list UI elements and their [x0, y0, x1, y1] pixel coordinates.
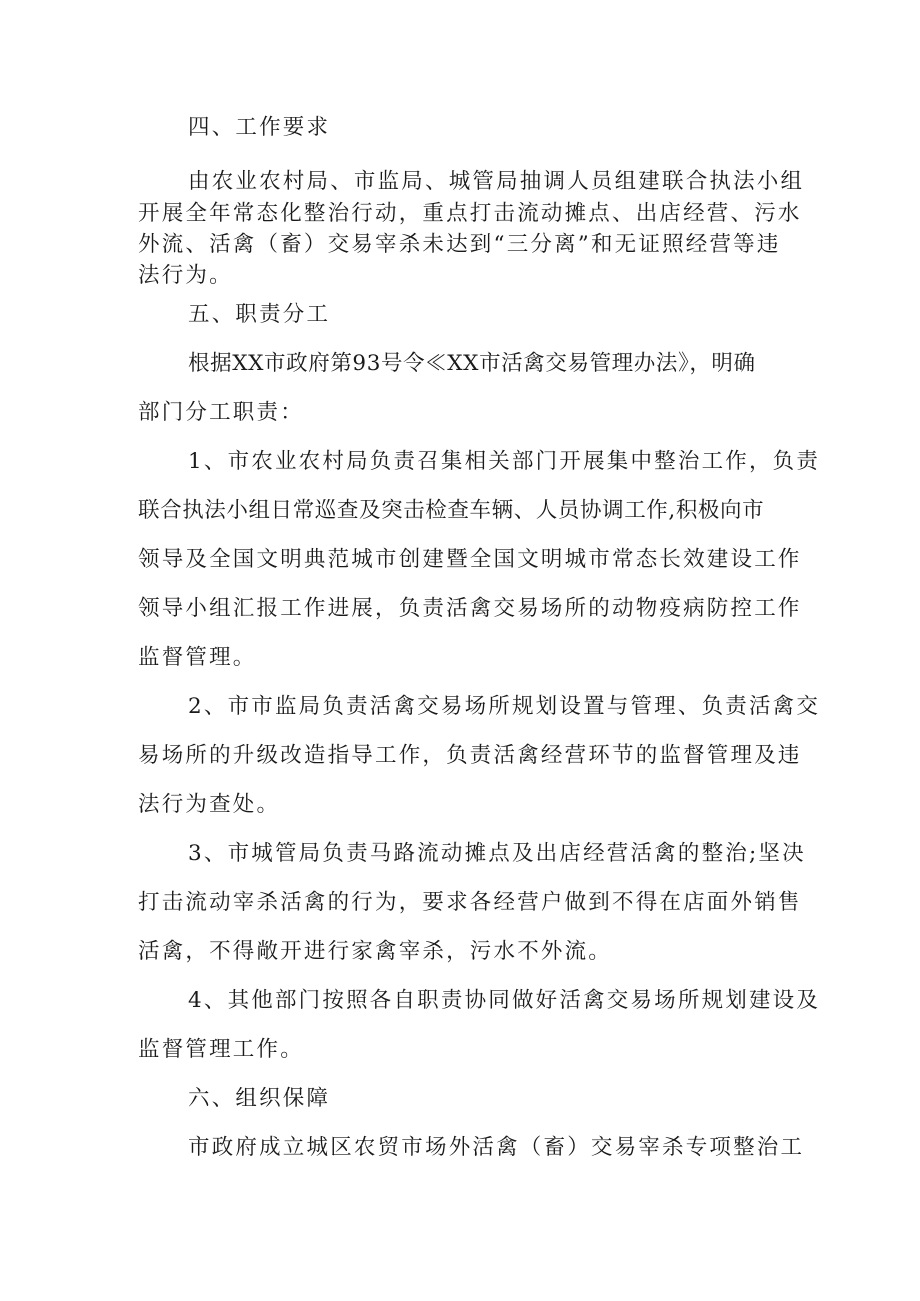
paragraph-line: 开展全年常态化整治行动，重点打击流动摊点、出店经营、污水 [138, 201, 802, 226]
paragraph-line: 领导小组汇报工作进展，负责活禽交易场所的动物疫病防控工作 [138, 596, 802, 621]
paragraph-line: 法行为。 [138, 263, 233, 288]
paragraph-line: 4、其他部门按照各自职责协同做好活禽交易场所规划建设及 [188, 988, 821, 1013]
paragraph-line: 部门分工职责： [138, 400, 304, 425]
paragraph-line: 打击流动宰杀活禽的行为，要求各经营户做到不得在店面外销售 [138, 890, 802, 915]
paragraph-line: 2、市市监局负责活禽交易场所规划设置与管理、负责活禽交 [188, 694, 821, 719]
paragraph-line: 1、市农业农村局负责召集相关部门开展集中整治工作，负责 [188, 449, 821, 474]
heading-work-requirements: 四、工作要求 [188, 115, 331, 140]
paragraph-line: 易场所的升级改造指导工作，负责活禽经营环节的监督管理及违 [138, 743, 802, 768]
heading-organization-guarantee: 六、组织保障 [188, 1086, 331, 1111]
paragraph-line: 由农业农村局、市监局、城管局抽调人员组建联合执法小组 [188, 169, 805, 194]
paragraph-line: 外流、活禽（畜）交易宰杀未达到“三分离”和无证照经营等违 [138, 232, 781, 257]
paragraph-line: 领导及全国文明典范城市创建暨全国文明城市常态长效建设工作 [138, 547, 802, 572]
paragraph-line: 监督管理工作。 [138, 1037, 304, 1062]
paragraph-line: 3、市城管局负责马路流动摊点及出店经营活禽的整治;坚决 [188, 841, 806, 866]
paragraph-line: 联合执法小组日常巡查及突击检查车辆、人员协调工作,积极向市 [138, 498, 765, 523]
paragraph-line: 根据XX市政府第93号令≪XX市活禽交易管理办法》，明确 [188, 351, 756, 376]
paragraph-line: 法行为查处。 [138, 792, 281, 817]
paragraph-line: 市政府成立城区农贸市场外活禽（畜）交易宰杀专项整治工 [188, 1135, 805, 1160]
paragraph-line: 活禽，不得敞开进行家禽宰杀，污水不外流。 [138, 939, 613, 964]
paragraph-line: 监督管理。 [138, 645, 257, 670]
heading-duty-division: 五、职责分工 [188, 302, 331, 327]
